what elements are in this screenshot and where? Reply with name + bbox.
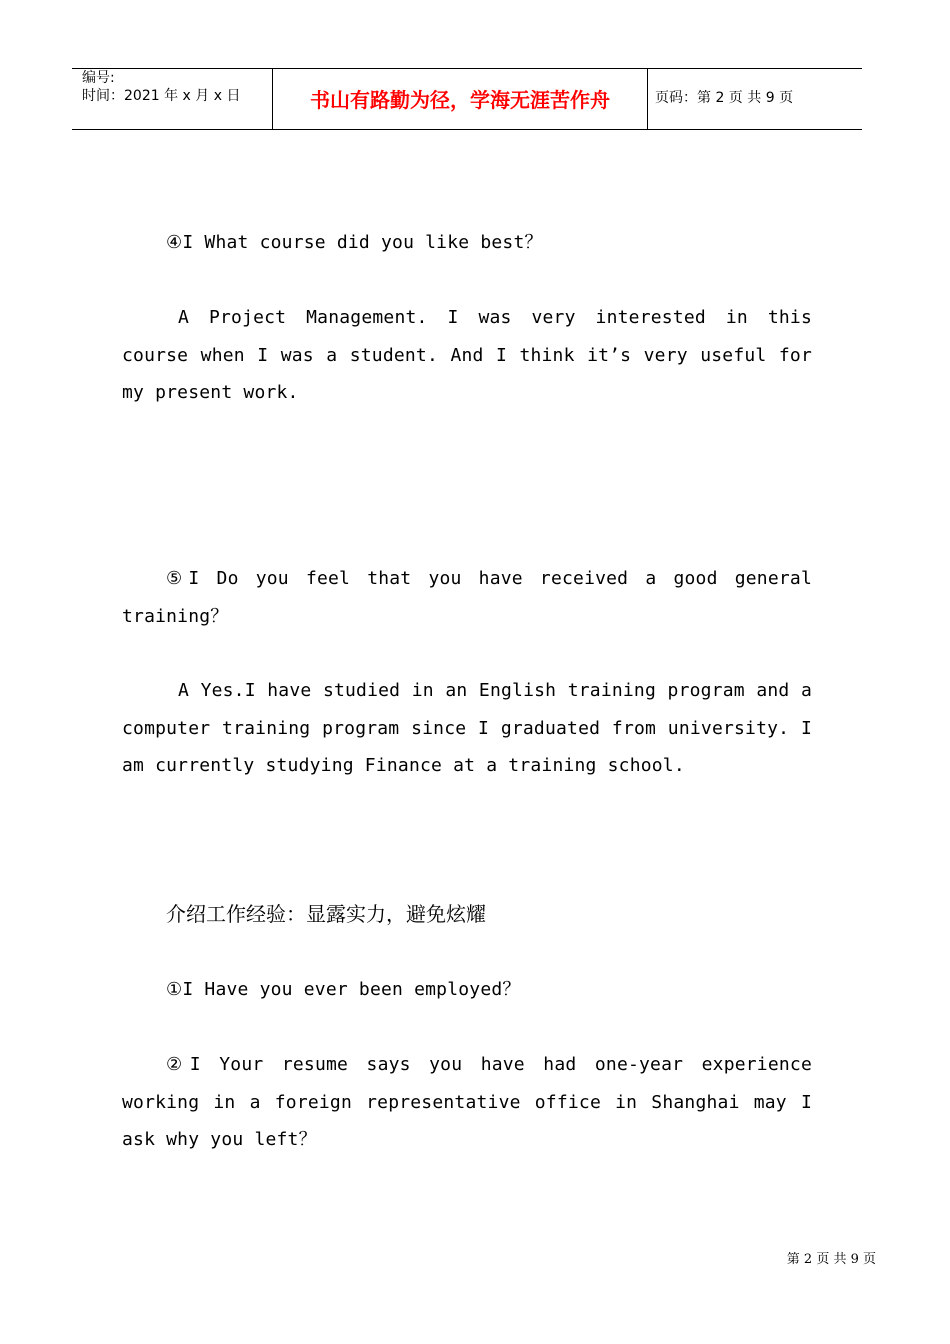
header-page-info: 页码：第 2 页 共 9 页	[655, 90, 794, 106]
answer-5: A Yes.I have studied in an English training program and a computer training program since I graduated from university. I am currently studying Finance at a training school.	[122, 680, 812, 776]
header-middle-cell	[272, 69, 648, 129]
answer-4: A Project Management. I was very interested in this course when I was a student. And I think it’s very useful for my present work.	[122, 307, 812, 403]
work-question-2: ②I Your resume says you have had one-year experience working in a foreign representative office in Shanghai may I ask why you left？	[122, 1054, 812, 1150]
document-number-label: 编号:	[82, 70, 115, 86]
page-footer: 第 2 页 共 9 页	[786, 1252, 876, 1267]
header-right-cell	[647, 69, 862, 129]
document-time: 时间：2021 年 x 月 x 日	[82, 88, 241, 104]
section-title: 介绍工作经验：显露实力，避免炫耀	[166, 902, 486, 926]
question-4: ④I What course did you like best？	[166, 232, 543, 253]
header-left-cell	[72, 69, 272, 129]
page-header	[72, 68, 862, 130]
question-5: ⑤I Do you feel that you have received a good general training？	[122, 568, 812, 627]
work-question-1: ①I Have you ever been employed？	[166, 979, 521, 1000]
header-motto: 书山有路勤为径，学海无涯苦作舟	[310, 88, 610, 112]
